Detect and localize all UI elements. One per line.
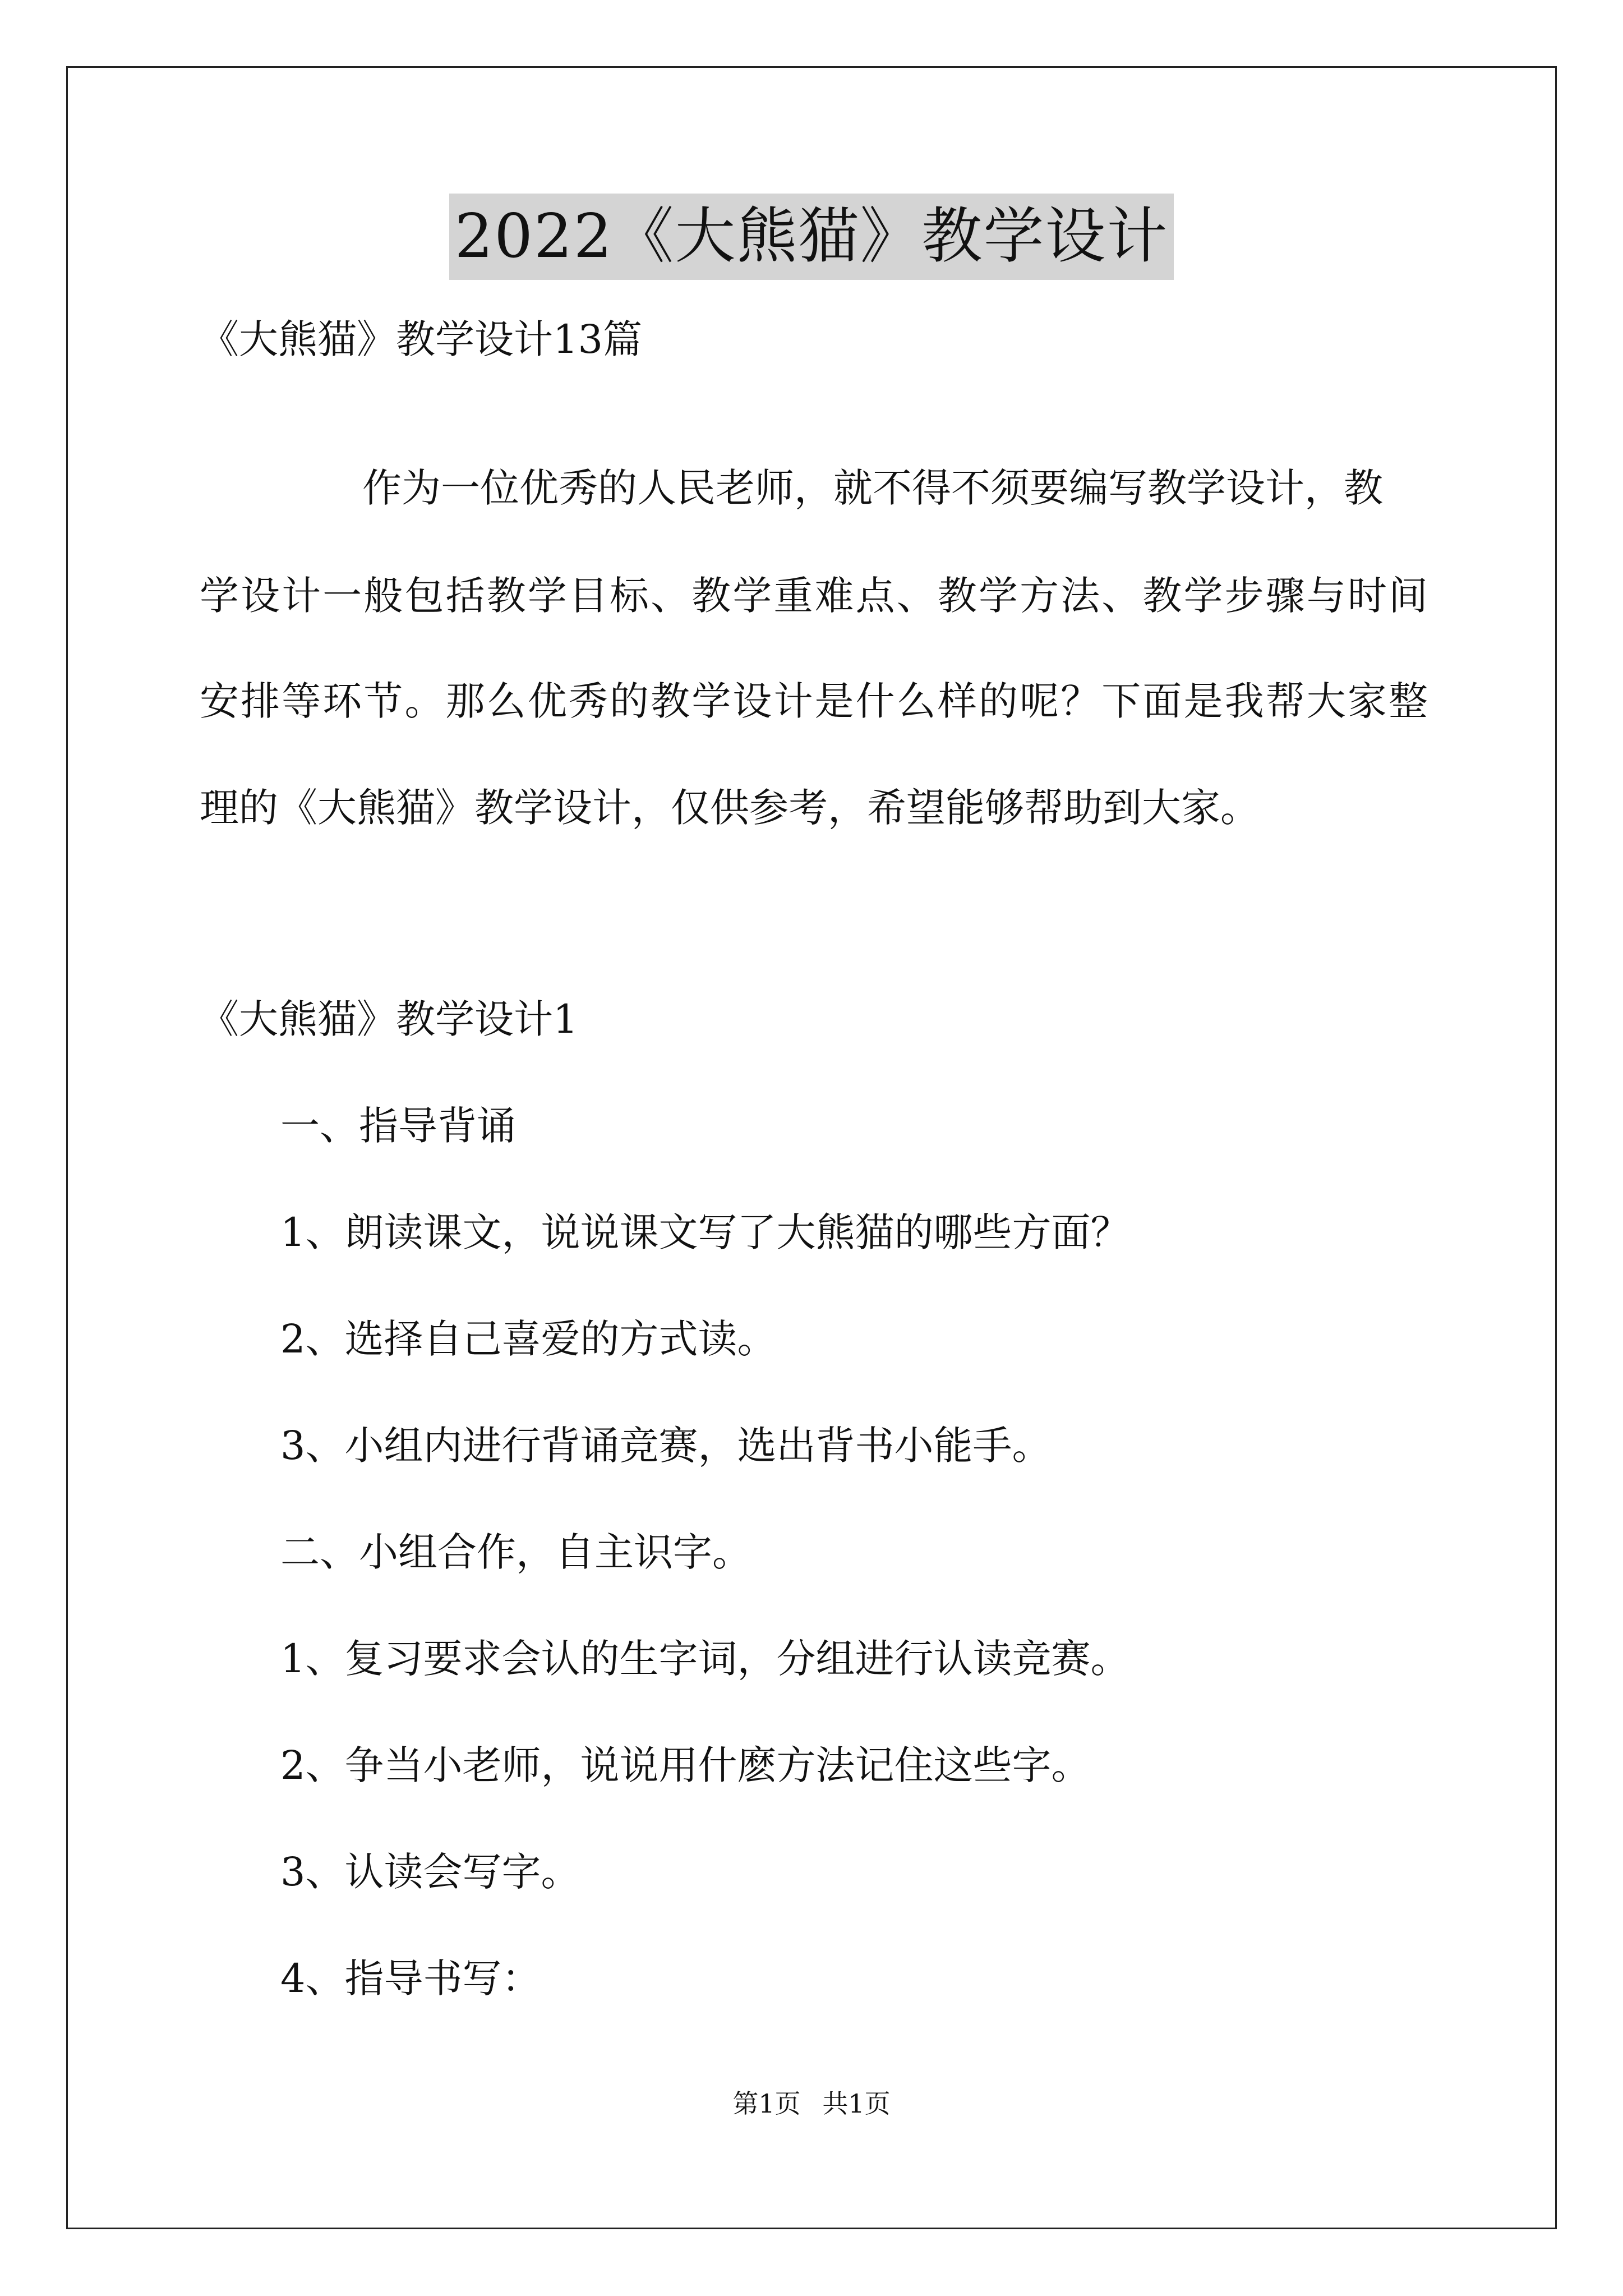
page-footer	[0, 2087, 1623, 2120]
document-title: 2022《大熊猫》教学设计	[449, 194, 1174, 280]
page-number-current: 第1页	[732, 2088, 801, 2119]
list-item: 4、指导书写：	[280, 1955, 541, 2001]
intro-line-4: 理的《大熊猫》教学设计，仅供参考，希望能够帮助到大家。	[200, 785, 1260, 831]
page-number-total: 共1页	[822, 2088, 891, 2119]
list-item: 1、复习要求会认的生字词，分组进行认读竞赛。	[280, 1636, 1130, 1682]
list-item: 2、选择自己喜爱的方式读。	[280, 1316, 777, 1362]
intro-line-3: 安排等环节。那么优秀的教学设计是什么样的呢？下面是我帮大家整	[200, 678, 1428, 724]
list-item: 3、小组内进行背诵竞赛，选出背书小能手。	[280, 1423, 1052, 1469]
list-item: 2、争当小老师，说说用什麽方法记住这些字。	[280, 1742, 1091, 1788]
document-subtitle: 《大熊猫》教学设计13篇	[200, 316, 643, 362]
intro-line-2: 学设计一般包括教学目标、教学重难点、教学方法、教学步骤与时间	[200, 573, 1428, 619]
list-item: 二、小组合作，自主识字。	[280, 1529, 751, 1575]
list-item: 3、认读会写字。	[280, 1849, 580, 1895]
title-container	[0, 194, 1623, 280]
intro-line-1: 作为一位优秀的人民老师，就不得不须要编写教学设计，教	[362, 465, 1383, 511]
section-heading: 《大熊猫》教学设计1	[200, 996, 578, 1042]
list-item: 1、朗读课文，说说课文写了大熊猫的哪些方面？	[280, 1209, 1130, 1255]
list-item: 一、指导背诵	[280, 1103, 516, 1149]
